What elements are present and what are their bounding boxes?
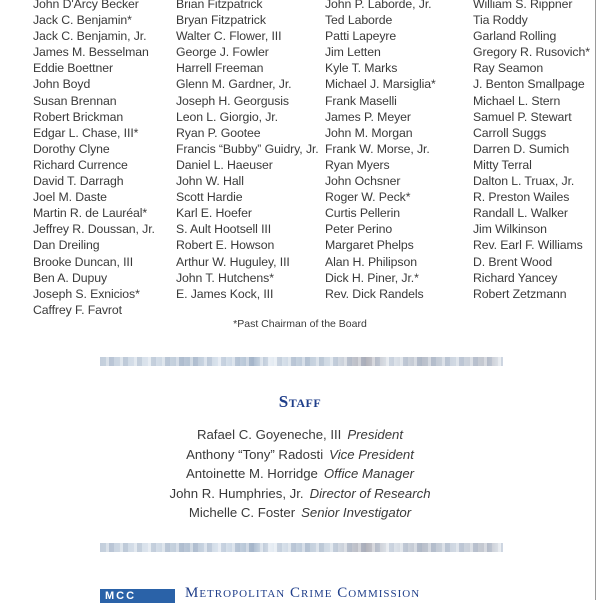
board-member: Patti Lapeyre <box>325 29 397 44</box>
staff-name: Michelle C. Foster <box>188 505 296 521</box>
board-member: Roger W. Peck* <box>325 190 411 205</box>
staff-member <box>0 425 600 445</box>
board-member: Samuel P. Stewart <box>473 109 572 124</box>
board-member: Randall L. Walker <box>473 206 568 221</box>
board-member: Dorothy Clyne <box>33 141 110 156</box>
board-member: Caffrey F. Favrot <box>33 302 122 317</box>
staff-name: John R. Humphries, Jr. <box>169 485 304 501</box>
decorative-divider <box>100 543 503 552</box>
board-member: Glenn M. Gardner, Jr. <box>176 77 292 92</box>
board-member: Michael J. Marsiglia* <box>325 77 436 92</box>
board-member: Scott Hardie <box>176 190 243 205</box>
board-member: Rev. Dick Randels <box>325 286 424 301</box>
board-member: Darren D. Sumich <box>473 141 570 156</box>
board-member: Ryan P. Gootee <box>176 125 261 140</box>
past-chairman-footnote: *Past Chairman of the Board <box>233 318 367 330</box>
board-member: Curtis Pellerin <box>325 206 401 221</box>
board-member: Peter Perino <box>325 222 393 237</box>
board-member: Jim Wilkinson <box>473 222 547 237</box>
board-member: Tia Roddy <box>473 13 528 28</box>
board-member: Richard Currence <box>33 157 128 172</box>
board-member: Brooke Duncan, III <box>33 254 134 269</box>
board-member: Robert Zetzmann <box>473 286 567 301</box>
board-member: Ben A. Dupuy <box>33 270 107 285</box>
mcc-logo <box>100 589 175 603</box>
board-member: James P. Meyer <box>325 109 411 124</box>
board-member: Daniel L. Haeuser <box>176 157 273 172</box>
board-member: Edgar L. Chase, III* <box>33 125 139 140</box>
board-column-4 <box>473 0 590 302</box>
staff-role: Office Manager <box>323 466 415 482</box>
staff-role: Senior Investigator <box>301 505 412 521</box>
board-member: Garland Rolling <box>473 29 557 44</box>
board-member: Margaret Phelps <box>325 238 414 253</box>
board-member: George J. Fowler <box>176 45 269 60</box>
board-member: Jeffrey R. Doussan, Jr. <box>33 222 155 237</box>
board-member: Frank Maselli <box>325 93 397 108</box>
board-member: John Ochsner <box>325 174 401 189</box>
board-column-1 <box>33 0 155 318</box>
board-member: Susan Brennan <box>33 93 117 108</box>
board-member: John Boyd <box>33 77 91 92</box>
board-member: William S. Rippner <box>473 0 573 11</box>
board-member: Eddie Boettner <box>33 61 113 76</box>
board-member: Carroll Suggs <box>473 125 547 140</box>
board-member: Joel M. Daste <box>33 190 107 205</box>
board-member: Karl E. Hoefer <box>176 206 252 221</box>
board-member: E. James Kock, III <box>176 286 274 301</box>
board-member: Dan Dreiling <box>33 238 100 253</box>
board-member: Jack C. Benjamin, Jr. <box>33 29 147 44</box>
board-member: Martin R. de Lauréal* <box>33 206 148 221</box>
board-member: Joseph H. Georgusis <box>176 93 289 108</box>
board-member: D. Brent Wood <box>473 254 553 269</box>
board-member: Bryan Fitzpatrick <box>176 13 266 28</box>
board-member: Harrell Freeman <box>176 61 264 76</box>
board-member: Arthur W. Huguley, III <box>176 254 290 269</box>
board-member: Richard Yancey <box>473 270 558 285</box>
board-member: Ray Seamon <box>473 61 544 76</box>
organization-name: Metropolitan Crime Commission <box>185 585 421 601</box>
board-member: John P. Laborde, Jr. <box>325 0 432 11</box>
board-member: Dalton L. Truax, Jr. <box>473 174 575 189</box>
board-member: David T. Darragh <box>33 174 124 189</box>
staff-member <box>0 503 600 523</box>
staff-list <box>0 425 600 523</box>
board-member: Brian Fitzpatrick <box>176 0 263 11</box>
board-member: Leon L. Giorgio, Jr. <box>176 109 278 124</box>
logo-text: MCC <box>105 590 137 602</box>
staff-name: Antoinette M. Horridge <box>185 466 318 482</box>
staff-member <box>0 464 600 484</box>
staff-role: Vice President <box>329 446 414 462</box>
staff-member <box>0 484 600 504</box>
board-member: Jack C. Benjamin* <box>33 13 132 28</box>
board-member: Robert Brickman <box>33 109 124 124</box>
board-member: R. Preston Wailes <box>473 190 570 205</box>
board-member: Alan H. Philipson <box>325 254 417 269</box>
board-member: Rev. Earl F. Williams <box>473 238 583 253</box>
board-member: Michael L. Stern <box>473 93 561 108</box>
board-column-2 <box>176 0 319 302</box>
board-member: John W. Hall <box>176 174 244 189</box>
board-column-3 <box>325 0 436 302</box>
staff-role: Director of Research <box>309 485 431 501</box>
board-member: John D'Arcy Becker <box>33 0 139 11</box>
board-member: John T. Hutchens* <box>176 270 274 285</box>
board-member: Dick H. Piner, Jr.* <box>325 270 419 285</box>
decorative-divider <box>100 357 503 366</box>
board-member: James M. Besselman <box>33 45 149 60</box>
staff-role: President <box>347 427 404 442</box>
board-member: Mitty Terral <box>473 157 532 172</box>
board-member: Francis “Bubby” Guidry, Jr. <box>176 141 319 156</box>
board-member: Frank W. Morse, Jr. <box>325 141 430 156</box>
board-member: Jim Letten <box>325 45 381 60</box>
board-member: S. Ault Hootsell III <box>176 222 272 237</box>
board-member: Gregory R. Rusovich* <box>473 45 590 60</box>
staff-name: Rafael C. Goyeneche, III <box>196 427 342 442</box>
board-member: J. Benton Smallpage <box>473 77 585 92</box>
staff-name: Anthony “Tony” Radosti <box>186 446 324 462</box>
board-member: Ted Laborde <box>325 13 393 28</box>
staff-member <box>0 445 600 465</box>
board-member: Walter C. Flower, III <box>176 29 282 44</box>
board-member: Kyle T. Marks <box>325 61 398 76</box>
staff-heading: Staff <box>278 392 322 411</box>
board-member: Joseph S. Exnicios* <box>33 286 140 301</box>
board-member: John M. Morgan <box>325 125 413 140</box>
board-member: Robert E. Howson <box>176 238 275 253</box>
board-member: Ryan Myers <box>325 157 390 172</box>
